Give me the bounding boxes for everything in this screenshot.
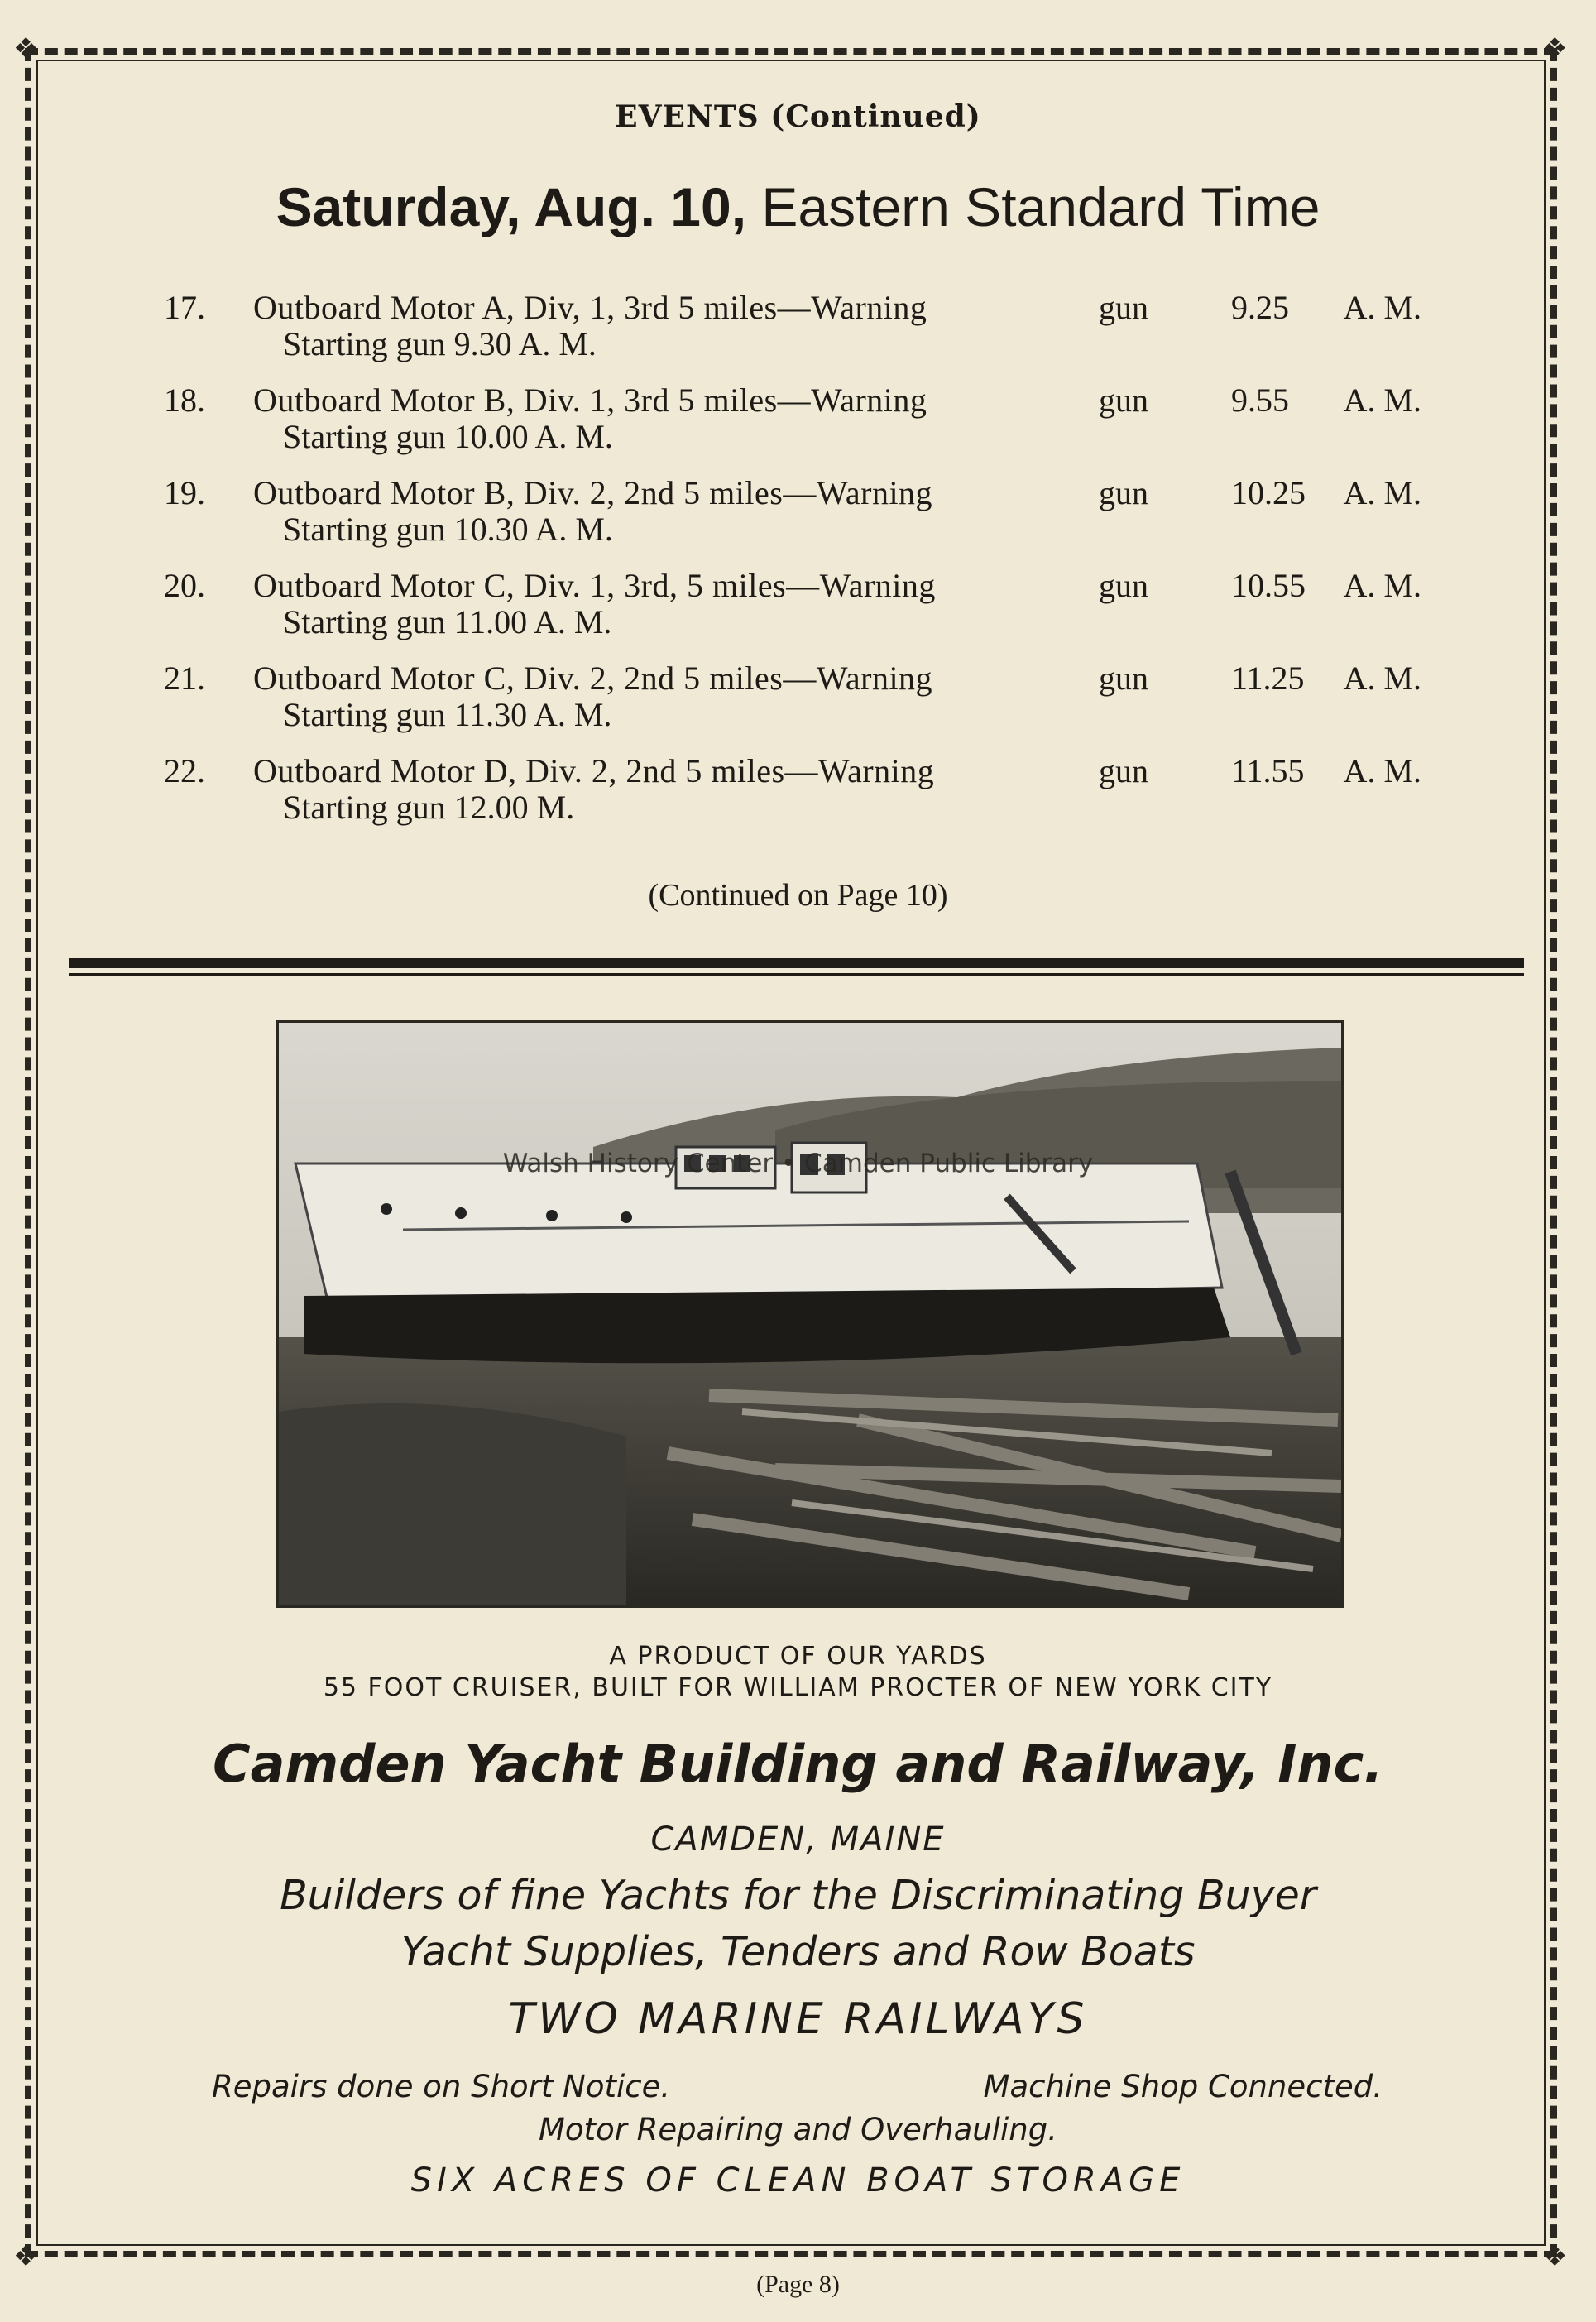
- event-number: 18.: [164, 381, 205, 419]
- event-gun: gun: [1099, 289, 1148, 326]
- event-warning-time: 11.25: [1231, 660, 1305, 697]
- repairs-note: Repairs done on Short Notice.: [212, 2069, 671, 2104]
- railways-headline: TWO MARINE RAILWAYS: [508, 1994, 1088, 2044]
- event-warning-time: 10.55: [1231, 567, 1306, 604]
- event-gun: gun: [1099, 474, 1148, 511]
- event-gun: gun: [1099, 752, 1148, 789]
- tagline: Builders of fine Yachts for the Discriminating Buyer: [280, 1872, 1316, 1919]
- event-ampm: A. M.: [1343, 381, 1421, 419]
- event-item: [164, 475, 1421, 568]
- event-item: [164, 753, 1421, 846]
- company-location: CAMDEN, MAINE: [650, 1821, 946, 1859]
- cruiser-photo: [276, 1020, 1344, 1608]
- event-description: Outboard Motor B, Div. 1, 3rd 5 miles—Warning: [253, 381, 927, 419]
- event-start: Starting gun 11.00 A. M.: [283, 603, 612, 640]
- page-title: [0, 175, 1596, 238]
- event-item: [164, 660, 1421, 753]
- event-ampm: A. M.: [1343, 752, 1421, 789]
- event-warning-time: 9.25: [1231, 289, 1289, 326]
- event-number: 22.: [164, 752, 205, 789]
- machine-shop-note: Machine Shop Connected.: [983, 2069, 1383, 2104]
- event-warning-time: 9.55: [1231, 381, 1289, 419]
- event-item: [164, 290, 1421, 382]
- event-gun: gun: [1099, 381, 1148, 419]
- event-number: 17.: [164, 289, 205, 326]
- corner-ornament-icon: ❖: [13, 2240, 39, 2273]
- event-warning-time: 11.55: [1231, 752, 1305, 789]
- photo-caption: 55 FOOT CRUISER, BUILT FOR WILLIAM PROCTER OF NEW YORK CITY: [323, 1673, 1273, 1702]
- divider: [69, 973, 1524, 976]
- event-description: Outboard Motor D, Div. 2, 2nd 5 miles—Warning: [253, 752, 935, 789]
- event-start: Starting gun 10.00 A. M.: [283, 418, 613, 455]
- events-label: EVENTS (Continued): [615, 99, 981, 134]
- event-description: Outboard Motor A, Div, 1, 3rd 5 miles—Warning: [253, 289, 927, 326]
- event-ampm: A. M.: [1343, 289, 1421, 326]
- event-number: 20.: [164, 567, 205, 604]
- boat-photo-illustration: [279, 1023, 1341, 1605]
- continued-note: (Continued on Page 10): [648, 878, 948, 913]
- event-item: [164, 382, 1421, 475]
- event-description: Outboard Motor C, Div. 2, 2nd 5 miles—Warning: [253, 660, 933, 697]
- event-gun: gun: [1099, 567, 1148, 604]
- event-item: [164, 568, 1421, 660]
- company-name: Camden Yacht Building and Railway, Inc.: [213, 1734, 1383, 1794]
- page-number: (Page 8): [756, 2271, 840, 2298]
- event-date: Saturday, Aug. 10,: [276, 176, 747, 237]
- event-start: Starting gun 12.00 M.: [283, 789, 575, 826]
- corner-ornament-icon: ❖: [13, 32, 39, 65]
- event-description: Outboard Motor C, Div. 1, 3rd, 5 miles—Warning: [253, 567, 936, 604]
- event-start: Starting gun 9.30 A. M.: [283, 325, 597, 362]
- events-list: [164, 290, 1421, 846]
- event-ampm: A. M.: [1343, 660, 1421, 697]
- event-ampm: A. M.: [1343, 474, 1421, 511]
- event-start: Starting gun 10.30 A. M.: [283, 511, 613, 548]
- photo-caption-title: A PRODUCT OF OUR YARDS: [609, 1642, 987, 1671]
- corner-ornament-icon: ❖: [1542, 2240, 1568, 2273]
- event-gun: gun: [1099, 660, 1148, 697]
- event-ampm: A. M.: [1343, 567, 1421, 604]
- event-number: 19.: [164, 474, 205, 511]
- corner-ornament-icon: ❖: [1542, 32, 1568, 65]
- watermark: Walsh History Center • Camden Public Library: [502, 1149, 1094, 1178]
- event-description: Outboard Motor B, Div. 2, 2nd 5 miles—Warning: [253, 474, 933, 511]
- event-start: Starting gun 11.30 A. M.: [283, 696, 612, 733]
- event-number: 21.: [164, 660, 205, 697]
- storage-headline: SIX ACRES OF CLEAN BOAT STORAGE: [410, 2161, 1186, 2200]
- tagline: Yacht Supplies, Tenders and Row Boats: [400, 1928, 1196, 1975]
- timezone: Eastern Standard Time: [761, 176, 1320, 237]
- event-warning-time: 10.25: [1231, 474, 1306, 511]
- divider: [69, 958, 1524, 968]
- motor-repair-note: Motor Repairing and Overhauling.: [539, 2112, 1057, 2147]
